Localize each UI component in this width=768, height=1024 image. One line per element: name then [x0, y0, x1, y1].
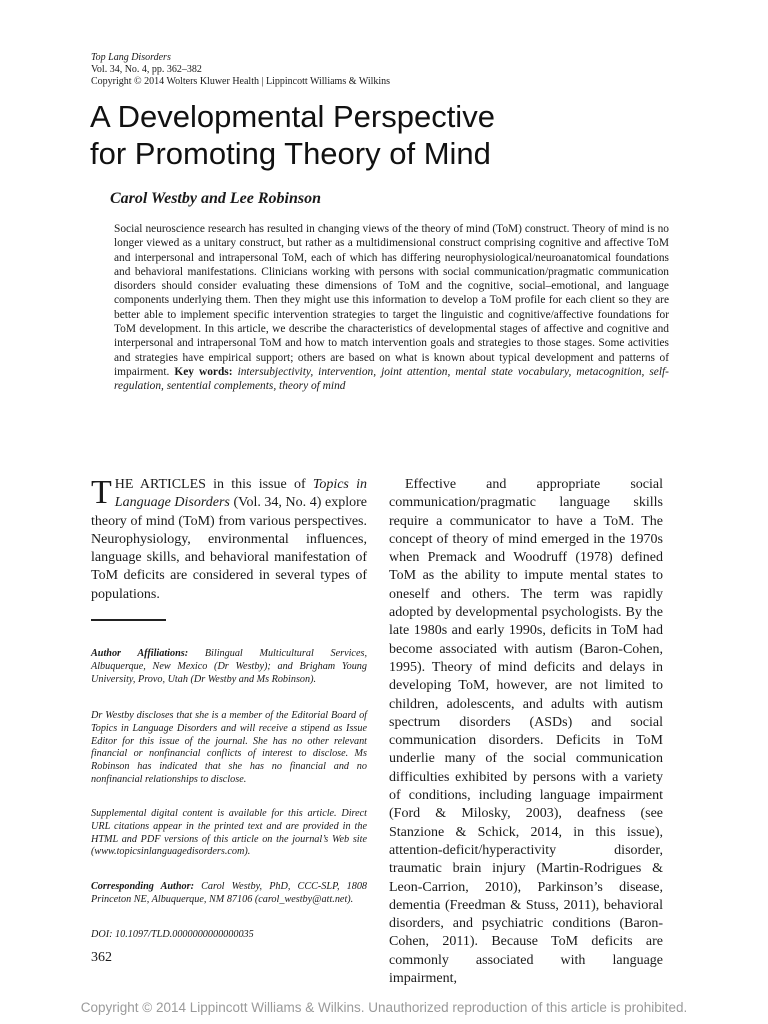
- copyright-footer: Copyright © 2014 Lippincott Williams & Wilkins. Unauthorized reproduction of this article is prohibited.: [80, 1000, 688, 1015]
- title-line-1: A Developmental Perspective: [90, 99, 495, 134]
- intro-text-a: HE ARTICLES in this issue of: [114, 477, 313, 492]
- keywords-label: Key words:: [174, 365, 233, 378]
- corresponding-label: Corresponding Author:: [91, 881, 194, 892]
- journal-volume: Vol. 34, No. 4, pp. 362–382: [91, 64, 202, 75]
- footnote-corresponding: [91, 881, 367, 907]
- keywords: intersubjectivity, intervention, joint attention, mental state vocabulary, metacognition, self-regulation, sentential complements, theory of mind: [114, 365, 669, 393]
- page-number: 362: [91, 950, 112, 965]
- authors: Carol Westby and Lee Robinson: [110, 190, 321, 207]
- footnote-affiliations: [91, 648, 367, 686]
- body-column-right: Effective and appropriate social communication/pragmatic language skills require a communicator to have a ToM. The concept of theory of mind emerged in the 1970s when Premack and Woodruff (1978) defined ToM as the ability to impute mental states to oneself and others. The term was rapidly adopted by developmental psychologists. By the late 1980s and early 1990s, deficits in ToM had become associated with autism (Baron-Cohen, 1995). Theory of mind deficits and delays in developing ToM, however, are not limited to children, adolescents, and adults with autism spectrum disorders (ASDs) and social communication disorders. Deficits in ToM underlie many of the social communication difficulties exhibited by persons with a variety of conditions, including language impairment (Ford & Milosky, 2003), deafness (see Stanzione & Schick, 2014, in this issue), attention-deficit/hyperactivity disorder, traumatic brain injury (Martin-Rodrigues & Leon-Carrion, 2010), Parkinson’s disease, dementia (Freedman & Stuss, 2011), behavioral disorders, and psychiatric conditions (Baron-Cohen, 2011). Because ToM deficits are commonly associated with language impairment,: [389, 477, 663, 987]
- footnote-divider: [91, 619, 166, 621]
- article-title: [90, 98, 690, 172]
- journal-name: Top Lang Disorders: [91, 52, 171, 63]
- journal-header: [91, 52, 390, 88]
- footnote-supplemental: Supplemental digital content is available for this article. Direct URL citations appear in the printed text and are provided in the HTML and PDF versions of this article on the journal’s Web site (www.topicsinlanguagedisorders.com).: [91, 808, 367, 858]
- doi: DOI: 10.1097/TLD.0000000000000035: [91, 929, 254, 940]
- corresponding-text: Carol Westby, PhD, CCC-SLP, 1808 Princeton NE, Albuquerque, NM 87106 (carol_westby@att.net).: [91, 881, 368, 905]
- title-line-2: for Promoting Theory of Mind: [90, 136, 491, 171]
- intro-paragraph: [91, 476, 367, 604]
- intro-text-b: (Vol. 34, No. 4) explore theory of mind (ToM) from various perspectives. Neurophysiology, environmental influences, language skills, and behavioral manifestation of ToM deficits are considered in several types of populations.: [91, 495, 367, 602]
- journal-copyright: Copyright © 2014 Wolters Kluwer Health | Lippincott Williams & Wilkins: [91, 76, 391, 87]
- footnote-disclosure: Dr Westby discloses that she is a member of the Editorial Board of Topics in Language Disorders and will receive a stipend as Issue Editor for this issue of the journal. She has no other relevant financial or nonfinancial conflicts of interest to disclose. Ms Robinson has indicated that she has no financial and no nonfinancial relationships to disclose.: [91, 710, 367, 785]
- intro-journal-title: Topics in Language Disorders: [114, 477, 367, 511]
- drop-cap: T: [91, 474, 112, 511]
- affiliations-label: Author Affiliations:: [91, 648, 189, 659]
- affiliations-text: Bilingual Multicultural Services, Albuquerque, New Mexico (Dr Westby); and Brigham Young University, Provo, Utah (Dr Westby and Ms Robinson).: [91, 648, 367, 685]
- abstract: [114, 222, 669, 394]
- abstract-body: Social neuroscience research has resulted in changing views of the theory of mind (ToM) construct. Theory of mind is no longer viewed as a unitary construct, but rather as a multidimensional construct comprising cognitive and affective ToM and interpersonal and intrapersonal ToM, each of which has differing neurophysiological/neuroanatomical foundations and behavioral manifestations. Clinicians working with persons with social communication/pragmatic communication disorders should consider evaluating these dimensions of ToM and the cognitive, social–emotional, and language components underlying them. Then they might use this information to develop a ToM profile for each client so they are better able to implement specific intervention strategies to target the linguistic and cognitive/affective foundations for ToM development. In this article, we describe the characteristics of developmental stages of affective and cognitive and interpersonal and intrapersonal ToM and how to match intervention goals and strategies to those stages. Some activities and strategies have empirical support; others are based on what is known about typical development and patterns of impairment.: [114, 223, 669, 378]
